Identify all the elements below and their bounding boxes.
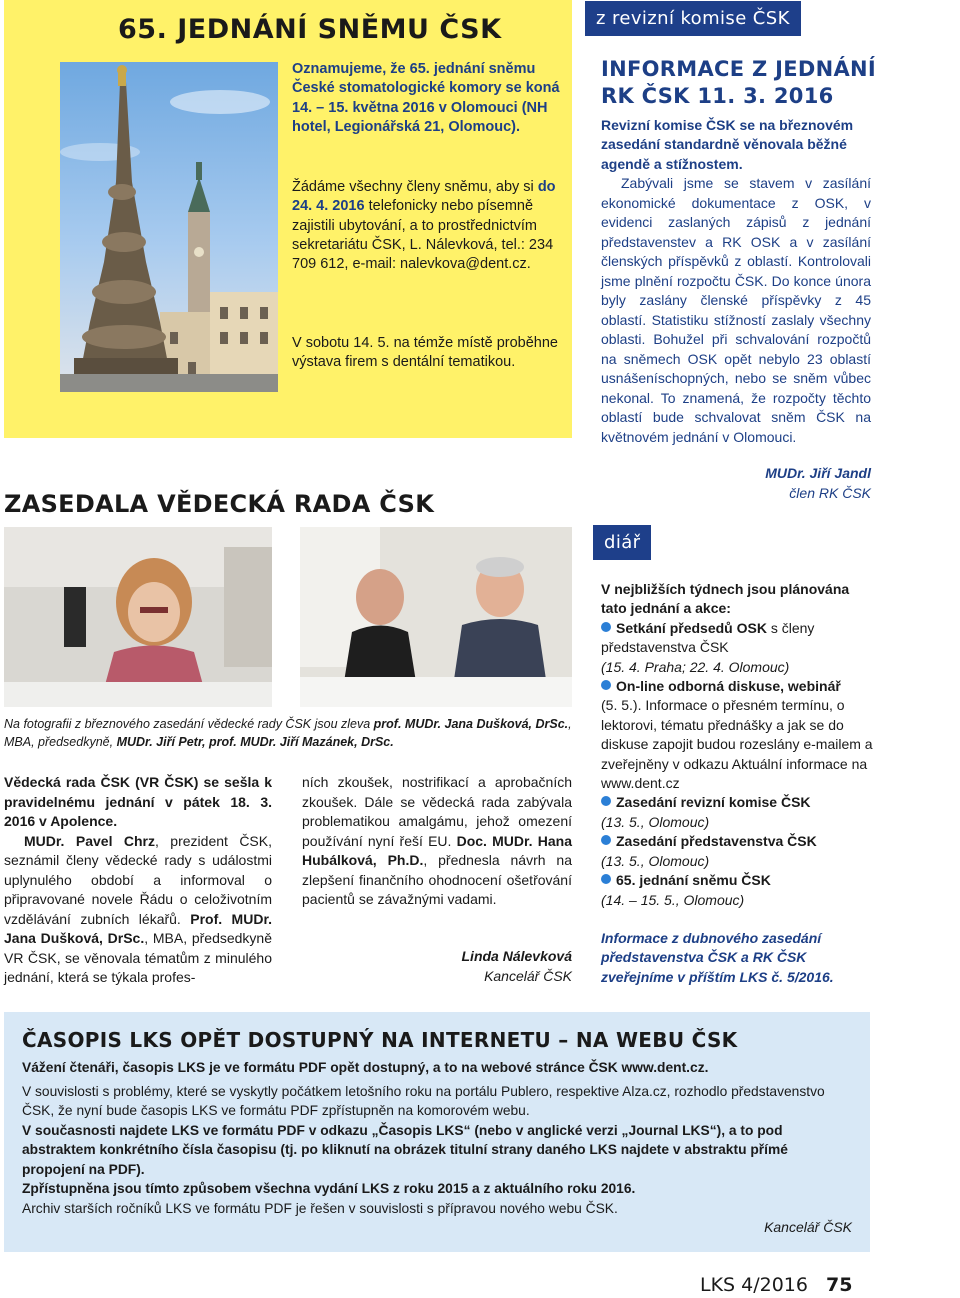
col1-text-1: , prezident ČSK, seznámil členy vědecké rady s událostmi uplynulého období a informoval o připravované novele Řádu o celoživotním vzdělávání zubních lékařů. bbox=[4, 832, 272, 927]
diary-item-detail: (13. 5., Olomouc) bbox=[601, 813, 710, 830]
announcement-title: 65. JEDNÁNÍ SNĚMU ČSK bbox=[118, 14, 502, 45]
section-tag-diary: diář bbox=[593, 525, 651, 560]
diary-item-detail: (13. 5., Olomouc) bbox=[601, 852, 710, 869]
lks-paragraph-1: V souvislosti s problémy, které se vyskytly počátkem letošního roku na portálu Publero, respektive Alza.cz, rozhodlo představenstvo ČSK, že nyní bude časopis LKS ve formátu PDF zpřístupněn na komorovém webu. bbox=[22, 1083, 825, 1118]
diary-item-title: 65. jednání sněmu ČSK bbox=[616, 872, 771, 889]
page-number: 75 bbox=[826, 1274, 853, 1296]
lks-paragraph-4: Archiv starších ročníků LKS ve formátu PDF je řešen v souvislosti s přípravou nového webu ČSK. bbox=[22, 1200, 618, 1216]
signature-role: Kancelář ČSK bbox=[484, 967, 572, 984]
meeting-photo-left bbox=[4, 527, 272, 707]
accommodation-text-start: Žádáme všechny členy sněmu, aby si bbox=[292, 179, 538, 195]
science-council-lead: Vědecká rada ČSK (VR ČSK) se sešla k pravidelnému jednání v pátek 18. 3. 2016 v Apolence. bbox=[4, 774, 272, 829]
diary-item-detail: (15. 4. Praha; 22. 4. Olomouc) bbox=[601, 658, 790, 675]
caption-text-1: Na fotografii z březnového zasedání vědecké rady ČSK jsou zleva bbox=[4, 717, 374, 731]
announcement-exhibition-paragraph: V sobotu 14. 5. na témže místě proběhne výstava firem s dentální tematikou. bbox=[292, 335, 558, 371]
lks-paragraph-2: V současnosti najdete LKS ve formátu PDF v odkazu „Časopis LKS“ (nebo v anglické verzi „Journal LKS“), a to pod abstraktem konkrétního čísla časopisu (tj. po kliknutí na obrázek titulní strany daného LKS najdete v abstraktu přímé propojení na PDF). bbox=[22, 1122, 788, 1177]
diary-item bbox=[601, 677, 873, 793]
accommodation-deadline: do 24. 4. 2016 bbox=[292, 179, 556, 215]
lks-notice-title: ČASOPIS LKS OPĚT DOSTUPNÝ NA INTERNETU – NA WEBU ČSK bbox=[22, 1028, 738, 1052]
caption-text-2: , MBA, předsedkyně, bbox=[4, 717, 572, 749]
revision-body-text: Zabývali jsme se stavem v zasílání ekonomické dokumentace z OSK, v evidenci zaslaných zápisů z jednání představenstev a RK OSK a v zasílání členských příspěvků z oblastí. Kontrolovali jsme plnění rozpočtu ČSK. Do konce února byly zaslány členské příspěvky z 45 oblastí. Statistiku stížností zaslaly všechny oblasti. Bohužel při schvalování rozpočtů na sněmech OSK opět nebylo 23 oblastí usnášeníschopných, nebo se sněm vůbec nekonal. To znamená, že rozpočty těchto oblastí bude schvalovat sněm ČSK na květnovém jednání v Olomouci. bbox=[601, 175, 871, 445]
science-council-signature bbox=[302, 947, 572, 986]
page-footer bbox=[700, 1274, 852, 1296]
section-tag-revision: z revizní komise ČSK bbox=[585, 1, 801, 36]
col1-text-2: , MBA, předsedkyně VR ČSK, se věnovala tématům z minulého jednání, která se týkala profes- bbox=[4, 930, 273, 985]
holy-trinity-column-image bbox=[60, 62, 278, 392]
revision-body bbox=[601, 174, 871, 447]
science-council-column-2 bbox=[302, 773, 572, 910]
bullet-icon bbox=[601, 874, 611, 884]
bullet-icon bbox=[601, 796, 611, 806]
revision-signature-role: člen RK ČSK bbox=[789, 484, 871, 501]
revision-title: INFORMACE Z JEDNÁNÍ RK ČSK 11. 3. 2016 bbox=[601, 57, 877, 108]
accommodation-text-end: telefonicky nebo písemně zajistili ubytování, a to prostřednictvím sekretariátu ČSK, L. Nálevková, tel.: 234 709 612, e-mail: nalevkova@dent.cz. bbox=[292, 198, 554, 273]
meeting-photo-right bbox=[300, 527, 572, 707]
two-men-at-table-image bbox=[300, 527, 572, 707]
science-council-column-1 bbox=[4, 773, 272, 988]
diary-item bbox=[601, 871, 873, 910]
diary-intro: V nejbližších týdnech jsou plánována tato jednání a akce: bbox=[601, 581, 850, 617]
caption-name-duskova: prof. MUDr. Jana Dušková, DrSc. bbox=[373, 717, 569, 731]
lks-notice-body bbox=[22, 1058, 852, 1218]
diary-list bbox=[601, 580, 873, 910]
diary-item-title: On-line odborná diskuse, webinář bbox=[616, 678, 841, 695]
lks-signature: Kancelář ČSK bbox=[764, 1219, 852, 1235]
diary-item bbox=[601, 832, 873, 871]
bullet-icon bbox=[601, 835, 611, 845]
diary-item-title: Zasedání revizní komise ČSK bbox=[616, 794, 811, 811]
signature-name: Linda Nálevková bbox=[461, 948, 572, 964]
announcement-accommodation-paragraph bbox=[292, 178, 562, 274]
diary-item-title: Setkání předsedů OSK bbox=[616, 619, 767, 636]
lks-paragraph-3: Zpřístupněna jsou tímto způsobem všechna vydání LKS z roku 2015 a z aktuálního roku 2016. bbox=[22, 1181, 636, 1196]
olomouc-column-photo bbox=[60, 62, 278, 392]
diary-item-detail: (5. 5.). Informace o přesném termínu, o lektorovi, tématu přednášky a jak se do diskuse zapojit budou rozeslány e-mailem a zveřejněny v odkazu Aktuální informace na www.dent.cz bbox=[601, 697, 873, 792]
bullet-icon bbox=[601, 680, 611, 690]
name-hubalkova: Doc. MUDr. Hana Hubálková, Ph.D. bbox=[302, 832, 572, 868]
diary-footer-note: Informace z dubnového zasedání představenstva ČSK a RK ČSK zveřejníme v příštím LKS č. 5/2016. bbox=[601, 930, 834, 985]
col2-text-1: ních zkoušek, nostrifikací a aprobačních zkoušek. Dále se vědecká rada zabývala problematikou amalgámu, jehož omezení používání nyní řeší EU. bbox=[302, 774, 572, 849]
woman-at-table-image bbox=[4, 527, 272, 707]
diary-item bbox=[601, 619, 873, 677]
col2-text-2: , přednesla návrh na zlepšení finančního ohodnocení ošetřování pacientů se závažnými vadami. bbox=[302, 852, 572, 907]
lks-lead: Vážení čtenáři, časopis LKS je ve formátu PDF opět dostupný, a to na webové stránce ČSK www.dent.cz. bbox=[22, 1060, 709, 1075]
revision-signature bbox=[601, 464, 871, 503]
revision-signature-name: MUDr. Jiří Jandl bbox=[765, 465, 871, 481]
diary-item-detail: (14. – 15. 5., Olomouc) bbox=[601, 891, 745, 908]
announcement-date-paragraph: Oznamujeme, že 65. jednání sněmu České stomatologické komory se koná 14. – 15. května 2016 v Olomouci (NH hotel, Legionářská 21, Olomouc). bbox=[292, 61, 560, 135]
diary-item-rest: s členy představenstva ČSK bbox=[601, 619, 815, 656]
name-duskova: Prof. MUDr. Jana Dušková, DrSc. bbox=[4, 910, 273, 946]
diary-item-title: Zasedání představenstva ČSK bbox=[616, 833, 817, 850]
name-chrz: MUDr. Pavel Chrz bbox=[24, 832, 155, 849]
bullet-icon bbox=[601, 622, 611, 632]
revision-lead: Revizní komise ČSK se na březnovém zasedání standardně věnovala běžné agendě a stížnostem. bbox=[601, 117, 854, 172]
caption-names-others: MUDr. Jiří Petr, prof. MUDr. Jiří Mazánek, DrSc. bbox=[116, 735, 394, 749]
science-council-title: ZASEDALA VĚDECKÁ RADA ČSK bbox=[4, 490, 435, 518]
photo-caption bbox=[4, 715, 572, 751]
diary-item bbox=[601, 793, 873, 832]
issue-label: LKS 4/2016 bbox=[700, 1274, 808, 1296]
